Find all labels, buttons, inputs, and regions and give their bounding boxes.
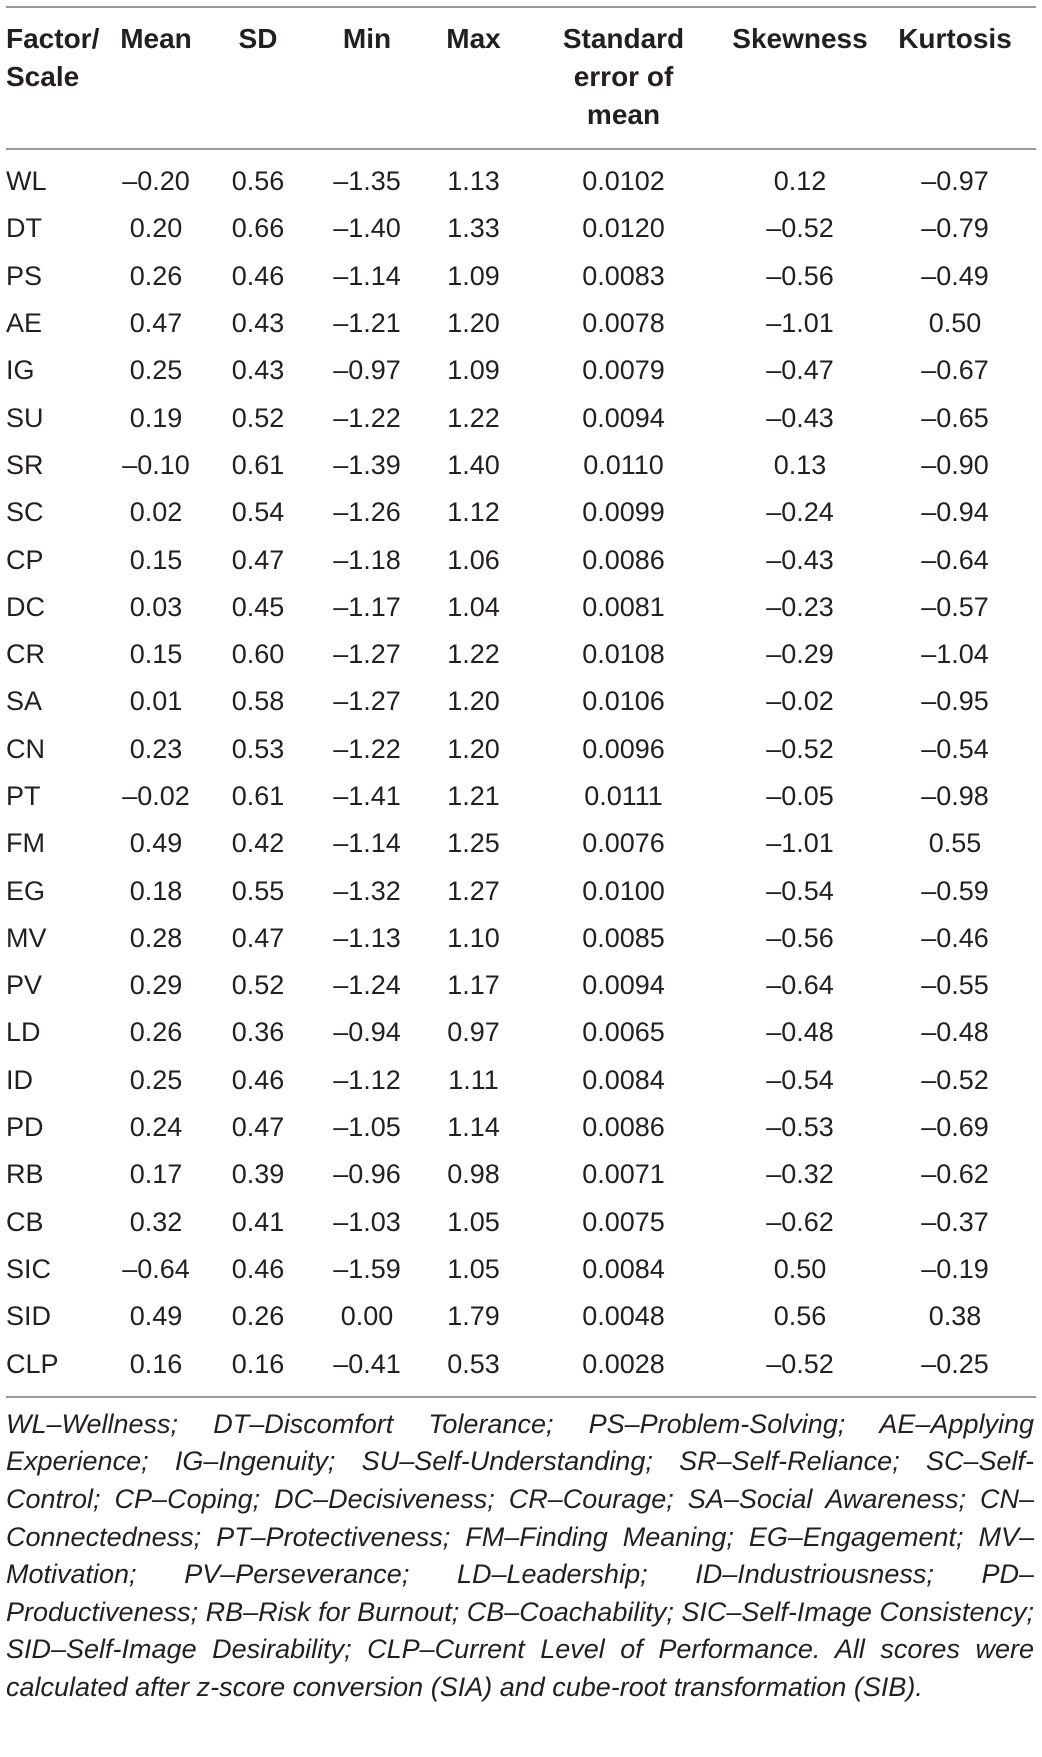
cell-sd: 0.46: [231, 260, 285, 291]
cell-factor: CR: [6, 639, 45, 670]
cell-skewness: –0.54: [766, 875, 834, 906]
cell-factor: PD: [6, 1112, 44, 1143]
cell-skewness: –0.32: [766, 1159, 834, 1190]
cell-skewness: –0.56: [766, 260, 834, 291]
cell-sd: 0.42: [231, 828, 285, 859]
cell-mean: –0.20: [122, 166, 190, 197]
cell-standard-error: 0.0085: [582, 922, 665, 953]
cell-skewness: –0.52: [766, 213, 834, 244]
cell-sd: 0.61: [231, 781, 285, 811]
cell-standard-error: 0.0028: [582, 1348, 665, 1379]
cell-standard-error: 0.0096: [582, 733, 665, 764]
table-row: [6, 962, 1036, 1009]
cell-standard-error: 0.0120: [582, 213, 665, 244]
cell-standard-error: 0.0108: [582, 639, 665, 670]
cell-min: –1.39: [333, 449, 401, 480]
cell-mean: 0.20: [129, 213, 183, 244]
cell-mean: 0.25: [129, 1064, 183, 1095]
cell-sd: 0.45: [231, 591, 285, 622]
cell-standard-error: 0.0071: [582, 1159, 665, 1190]
table-row: [6, 205, 1036, 252]
cell-max: 1.06: [447, 544, 500, 575]
cell-min: –1.22: [333, 733, 401, 764]
cell-sd: 0.16: [231, 1348, 285, 1379]
cell-kurtosis: –0.19: [921, 1253, 989, 1284]
cell-sd: 0.66: [231, 213, 285, 244]
cell-mean: 0.16: [129, 1348, 183, 1379]
cell-kurtosis: –0.62: [921, 1159, 989, 1190]
cell-max: 1.33: [447, 213, 500, 244]
cell-standard-error: 0.0099: [582, 497, 665, 528]
cell-factor: CLP: [6, 1348, 59, 1379]
cell-mean: 0.26: [129, 260, 183, 291]
table-row: [6, 1104, 1036, 1151]
cell-kurtosis: –0.57: [921, 591, 989, 622]
cell-kurtosis: –0.94: [921, 497, 989, 528]
cell-max: 1.17: [447, 970, 500, 1001]
cell-factor: PT: [6, 781, 41, 811]
table-row: [6, 773, 1036, 820]
cell-kurtosis: –0.59: [921, 875, 989, 906]
table-row: [6, 149, 1036, 205]
cell-sd: 0.39: [231, 1159, 285, 1190]
cell-mean: 0.02: [129, 497, 183, 528]
cell-kurtosis: –0.52: [921, 1064, 989, 1095]
cell-factor: SID: [6, 1301, 52, 1332]
cell-standard-error: 0.0094: [582, 402, 665, 433]
cell-max: 1.20: [447, 686, 500, 717]
cell-mean: 0.49: [129, 828, 183, 859]
table-row: [6, 631, 1036, 678]
cell-skewness: –1.01: [766, 828, 834, 859]
cell-standard-error: 0.0102: [582, 166, 665, 197]
cell-sd: 0.43: [231, 355, 285, 386]
cell-max: 1.22: [447, 639, 500, 670]
cell-min: –1.35: [333, 166, 401, 197]
cell-max: 1.27: [447, 875, 500, 906]
cell-factor: CB: [6, 1206, 44, 1237]
header-sd: SD: [238, 23, 278, 54]
cell-standard-error: 0.0076: [582, 828, 665, 859]
cell-min: –0.96: [333, 1159, 401, 1190]
cell-mean: 0.47: [129, 308, 183, 339]
cell-factor: MV: [6, 922, 47, 953]
cell-min: –0.41: [333, 1348, 401, 1379]
cell-factor: LD: [6, 1017, 41, 1048]
table-row: [6, 253, 1036, 300]
cell-min: –0.94: [333, 1017, 401, 1048]
cell-factor: AE: [6, 308, 43, 339]
cell-standard-error: 0.0084: [582, 1253, 665, 1284]
cell-mean: 0.01: [129, 686, 183, 717]
cell-kurtosis: –0.65: [921, 402, 989, 433]
cell-factor: DC: [6, 591, 45, 622]
cell-mean: –0.10: [122, 449, 190, 480]
table-row: [6, 1151, 1036, 1198]
cell-mean: 0.23: [129, 733, 183, 764]
cell-factor: SIC: [6, 1253, 52, 1284]
cell-mean: 0.18: [129, 875, 183, 906]
cell-min: –1.12: [333, 1064, 401, 1095]
cell-standard-error: 0.0075: [582, 1206, 665, 1237]
cell-sd: 0.54: [231, 497, 285, 528]
cell-factor: PV: [6, 970, 43, 1001]
cell-skewness: –0.23: [766, 591, 834, 622]
cell-factor: IG: [6, 355, 35, 386]
cell-skewness: –0.29: [766, 639, 834, 670]
cell-sd: 0.58: [231, 686, 285, 717]
cell-kurtosis: –0.48: [921, 1017, 989, 1048]
table-row: [6, 394, 1036, 441]
cell-standard-error: 0.0048: [582, 1301, 665, 1332]
cell-mean: –0.64: [122, 1253, 190, 1284]
cell-min: –1.22: [333, 402, 401, 433]
header-mean: Mean: [120, 23, 192, 54]
cell-kurtosis: –0.98: [921, 781, 989, 811]
cell-sd: 0.47: [231, 544, 285, 575]
cell-mean: 0.28: [129, 922, 183, 953]
header-kurtosis: Kurtosis: [898, 23, 1012, 54]
cell-standard-error: 0.0079: [582, 355, 665, 386]
cell-factor: SR: [6, 449, 44, 480]
cell-max: 1.40: [447, 449, 500, 480]
cell-kurtosis: –0.46: [921, 922, 989, 953]
table-row: [6, 347, 1036, 394]
cell-skewness: –0.02: [766, 686, 834, 717]
cell-min: –1.14: [333, 260, 401, 291]
cell-kurtosis: –0.90: [921, 449, 989, 480]
cell-standard-error: 0.0065: [582, 1017, 665, 1048]
footnote-row: [6, 1397, 1036, 1707]
cell-standard-error: 0.0081: [582, 591, 665, 622]
cell-factor: SA: [6, 686, 43, 717]
cell-min: –1.18: [333, 544, 401, 575]
table-body: [6, 149, 1036, 1397]
cell-factor: WL: [6, 166, 47, 197]
cell-skewness: 0.12: [773, 166, 827, 197]
cell-factor: CP: [6, 544, 44, 575]
cell-skewness: –0.43: [766, 544, 834, 575]
cell-kurtosis: –0.64: [921, 544, 989, 575]
cell-mean: 0.32: [129, 1206, 183, 1237]
cell-mean: 0.24: [129, 1112, 183, 1143]
header-skewness: Skewness: [732, 23, 868, 54]
cell-max: 1.09: [447, 260, 500, 291]
cell-min: –1.17: [333, 591, 401, 622]
cell-standard-error: 0.0086: [582, 544, 665, 575]
cell-max: 0.97: [447, 1017, 500, 1048]
cell-standard-error: 0.0084: [582, 1064, 665, 1095]
cell-min: –1.32: [333, 875, 401, 906]
cell-standard-error: 0.0106: [582, 686, 665, 717]
cell-kurtosis: 0.50: [928, 308, 982, 339]
cell-skewness: –0.48: [766, 1017, 834, 1048]
cell-max: 0.53: [447, 1348, 500, 1379]
cell-sd: 0.47: [231, 922, 285, 953]
cell-min: –1.27: [333, 686, 401, 717]
cell-standard-error: 0.0110: [583, 449, 664, 480]
cell-max: 1.09: [447, 355, 500, 386]
cell-mean: 0.25: [129, 355, 183, 386]
cell-kurtosis: –0.54: [921, 733, 989, 764]
cell-kurtosis: –0.37: [921, 1206, 989, 1237]
table-footer: [6, 1397, 1036, 1707]
table-row: [6, 867, 1036, 914]
cell-factor: CN: [6, 733, 45, 764]
cell-max: 1.10: [447, 922, 500, 953]
table-row: [6, 584, 1036, 631]
cell-mean: 0.29: [129, 970, 183, 1001]
cell-max: 1.13: [447, 166, 500, 197]
cell-max: 1.22: [447, 402, 500, 433]
cell-skewness: –0.05: [766, 781, 834, 811]
cell-sd: 0.36: [231, 1017, 285, 1048]
cell-mean: 0.03: [129, 591, 183, 622]
cell-mean: 0.15: [129, 639, 183, 670]
cell-kurtosis: –1.04: [921, 639, 989, 670]
cell-min: –1.24: [333, 970, 401, 1001]
descriptive-statistics-table: [6, 6, 1036, 1706]
cell-max: 1.11: [448, 1064, 499, 1095]
cell-sd: 0.47: [231, 1112, 285, 1143]
cell-mean: 0.19: [129, 402, 183, 433]
cell-max: 1.14: [447, 1112, 500, 1143]
cell-standard-error: 0.0111: [584, 781, 663, 811]
cell-kurtosis: –0.49: [921, 260, 989, 291]
cell-max: 0.98: [447, 1159, 500, 1190]
cell-skewness: –0.54: [766, 1064, 834, 1095]
cell-mean: 0.15: [129, 544, 183, 575]
cell-sd: 0.53: [231, 733, 285, 764]
cell-skewness: –0.47: [766, 355, 834, 386]
cell-mean: 0.26: [129, 1017, 183, 1048]
cell-sd: 0.61: [231, 449, 285, 480]
header-min: Min: [342, 23, 392, 54]
cell-min: –1.40: [333, 213, 401, 244]
cell-factor: ID: [6, 1064, 33, 1095]
cell-min: –0.97: [333, 355, 401, 386]
cell-skewness: –1.01: [766, 308, 834, 339]
cell-sd: 0.26: [231, 1301, 285, 1332]
cell-skewness: –0.43: [766, 402, 834, 433]
cell-standard-error: 0.0086: [582, 1112, 665, 1143]
cell-max: 1.04: [447, 591, 500, 622]
cell-skewness: –0.52: [766, 1348, 834, 1379]
cell-skewness: –0.53: [766, 1112, 834, 1143]
cell-kurtosis: –0.95: [921, 686, 989, 717]
cell-factor: SC: [6, 497, 44, 528]
cell-standard-error: 0.0083: [582, 260, 665, 291]
cell-max: 1.05: [447, 1206, 500, 1237]
table-row: [6, 442, 1036, 489]
cell-sd: 0.46: [231, 1253, 285, 1284]
cell-min: –1.26: [333, 497, 401, 528]
cell-skewness: –0.62: [766, 1206, 834, 1237]
table-footnote: WL–Wellness; DT–Discomfort Tolerance; PS–Problem-Solving; AE–Applying Experience; IG–Ingenuity; SU–Self-Understanding; SR–Self-Reliance; SC–Self-Control; CP–Coping; DC–Decisiveness; CR–Courage; SA–Social Awareness; CN–Connectedness; PT–Protectiveness; FM–Finding Meaning; EG–Engagement; MV–Motivation; PV–Perseverance; LD–Leadership; ID–Industriousness; PD–Productiveness; RB–Risk for Burnout; CB–Coachability; SIC–Self-Image Consistency; SID–Self-Image Desirability; CLP–Current Level of Performance. All scores were calculated after z-score conversion (SIA) and cube-root transformation (SIB).: [6, 1408, 1034, 1702]
cell-min: –1.41: [333, 781, 401, 811]
cell-skewness: –0.24: [766, 497, 834, 528]
cell-sd: 0.60: [231, 639, 285, 670]
cell-factor: DT: [6, 213, 42, 244]
cell-factor: FM: [6, 828, 45, 859]
table-row: [6, 1293, 1036, 1340]
cell-min: –1.21: [333, 308, 401, 339]
header-factor-scale: Factor/ Scale: [6, 23, 100, 92]
cell-kurtosis: 0.55: [928, 828, 982, 859]
cell-kurtosis: –0.79: [921, 213, 989, 244]
cell-standard-error: 0.0094: [582, 970, 665, 1001]
cell-factor: SU: [6, 402, 44, 433]
cell-mean: 0.49: [129, 1301, 183, 1332]
table-row: [6, 1009, 1036, 1056]
cell-kurtosis: –0.69: [921, 1112, 989, 1143]
table-row: [6, 726, 1036, 773]
cell-kurtosis: –0.55: [921, 970, 989, 1001]
cell-kurtosis: –0.97: [921, 166, 989, 197]
cell-sd: 0.52: [231, 970, 285, 1001]
table-row: [6, 1246, 1036, 1293]
cell-min: –1.27: [333, 639, 401, 670]
cell-min: –1.59: [333, 1253, 401, 1284]
cell-max: 1.79: [447, 1301, 500, 1332]
cell-skewness: –0.56: [766, 922, 834, 953]
cell-max: 1.20: [447, 733, 500, 764]
cell-max: 1.20: [447, 308, 500, 339]
cell-sd: 0.41: [231, 1206, 285, 1237]
table-row: [6, 1340, 1036, 1396]
cell-factor: RB: [6, 1159, 44, 1190]
cell-max: 1.25: [447, 828, 500, 859]
cell-sd: 0.56: [231, 166, 285, 197]
cell-skewness: 0.50: [773, 1253, 827, 1284]
cell-kurtosis: 0.38: [928, 1301, 982, 1332]
cell-max: 1.21: [447, 781, 500, 811]
cell-sd: 0.55: [231, 875, 285, 906]
cell-kurtosis: –0.25: [921, 1348, 989, 1379]
cell-mean: 0.17: [129, 1159, 183, 1190]
cell-factor: EG: [6, 875, 46, 906]
table-row: [6, 915, 1036, 962]
table-row: [6, 1057, 1036, 1104]
table-row: [6, 536, 1036, 583]
cell-max: 1.05: [447, 1253, 500, 1284]
table-header: [6, 7, 1036, 149]
cell-standard-error: 0.0100: [582, 875, 665, 906]
cell-max: 1.12: [447, 497, 500, 528]
header-standard-error-of-mean: Standard error of mean: [562, 23, 685, 130]
header-row: [6, 7, 1036, 149]
cell-min: 0.00: [340, 1301, 394, 1332]
cell-standard-error: 0.0078: [582, 308, 665, 339]
cell-skewness: –0.52: [766, 733, 834, 764]
cell-kurtosis: –0.67: [921, 355, 989, 386]
cell-skewness: 0.13: [773, 449, 827, 480]
table-row: [6, 1199, 1036, 1246]
cell-sd: 0.52: [231, 402, 285, 433]
header-max: Max: [446, 23, 501, 54]
cell-mean: –0.02: [122, 781, 190, 811]
cell-sd: 0.46: [231, 1064, 285, 1095]
cell-min: –1.13: [333, 922, 401, 953]
cell-min: –1.05: [333, 1112, 401, 1143]
table-row: [6, 300, 1036, 347]
table-row: [6, 678, 1036, 725]
cell-sd: 0.43: [231, 308, 285, 339]
cell-factor: PS: [6, 260, 43, 291]
cell-skewness: 0.56: [773, 1301, 827, 1332]
table-row: [6, 820, 1036, 867]
cell-skewness: –0.64: [766, 970, 834, 1001]
cell-min: –1.14: [333, 828, 401, 859]
cell-min: –1.03: [333, 1206, 401, 1237]
table-row: [6, 489, 1036, 536]
